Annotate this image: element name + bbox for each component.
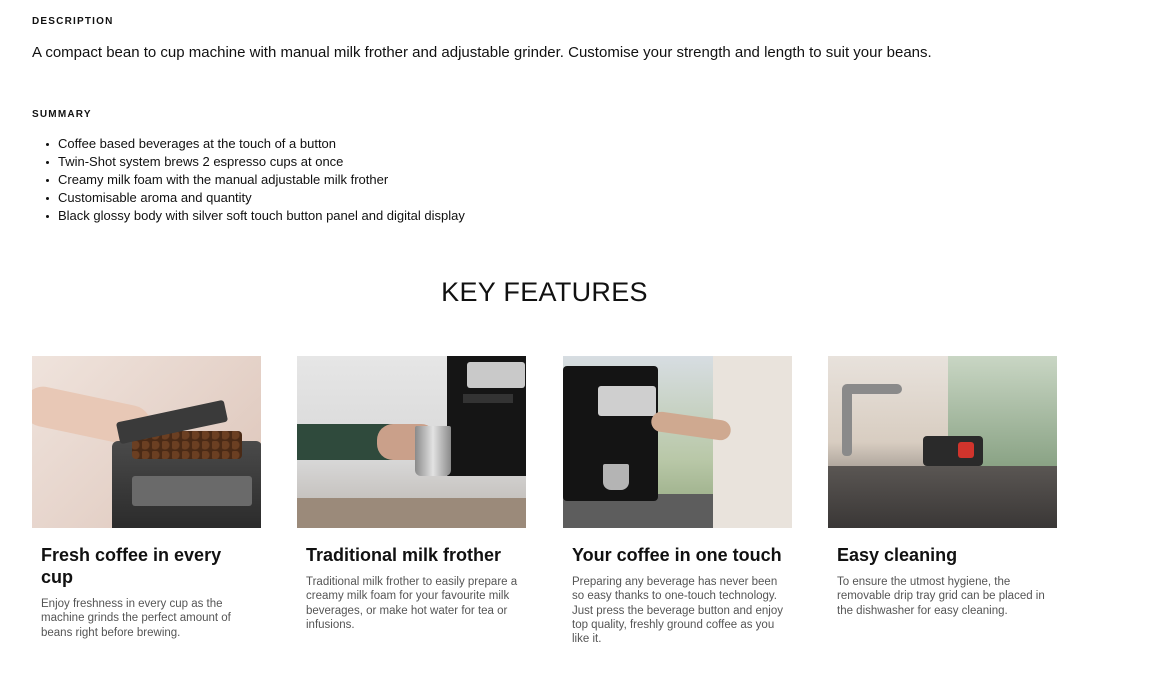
feature-card-milk-frother [297,356,527,632]
description-text: A compact bean to cup machine with manual milk frother and adjustable grinder. Customise your strength and length to suit your beans. [32,44,932,61]
summary-item: Coffee based beverages at the touch of a button [58,135,465,153]
summary-list [32,135,465,225]
feature-image-beans [32,356,261,528]
feature-body: To ensure the utmost hygiene, the removable drip tray grid can be placed in the dishwasher for easy cleaning. [837,576,1045,617]
feature-title: Fresh coffee in every cup [41,545,222,587]
key-features-title: KEY FEATURES [441,277,648,307]
feature-image-one-touch [563,356,792,528]
feature-card-one-touch [563,356,793,646]
description-heading: DESCRIPTION [32,16,114,27]
feature-card-fresh-coffee [32,356,262,640]
summary-item: Black glossy body with silver soft touch button panel and digital display [58,208,465,223]
feature-title: Your coffee in one touch [572,545,782,565]
summary-item: Creamy milk foam with the manual adjustable milk frother [58,171,465,189]
summary-item: Customisable aroma and quantity [58,189,465,207]
feature-body: Preparing any beverage has never been so easy thanks to one-touch technology. Just press the beverage button and enjoy top quality, freshly ground coffee as you like it. [572,576,783,646]
feature-image-frother [297,356,526,528]
feature-image-cleaning [828,356,1057,528]
feature-title: Traditional milk frother [306,545,502,565]
feature-body: Traditional milk frother to easily prepare a creamy milk foam for your favourite milk beverages, or make hot water for tea or infusions. [306,576,518,631]
feature-card-easy-cleaning [828,356,1058,618]
feature-body: Enjoy freshness in every cup as the machine grinds the perfect amount of beans right before brewing. [41,598,231,639]
summary-item: Twin-Shot system brews 2 espresso cups at once [58,153,465,171]
feature-title: Easy cleaning [837,545,958,565]
summary-heading: SUMMARY [32,109,92,120]
